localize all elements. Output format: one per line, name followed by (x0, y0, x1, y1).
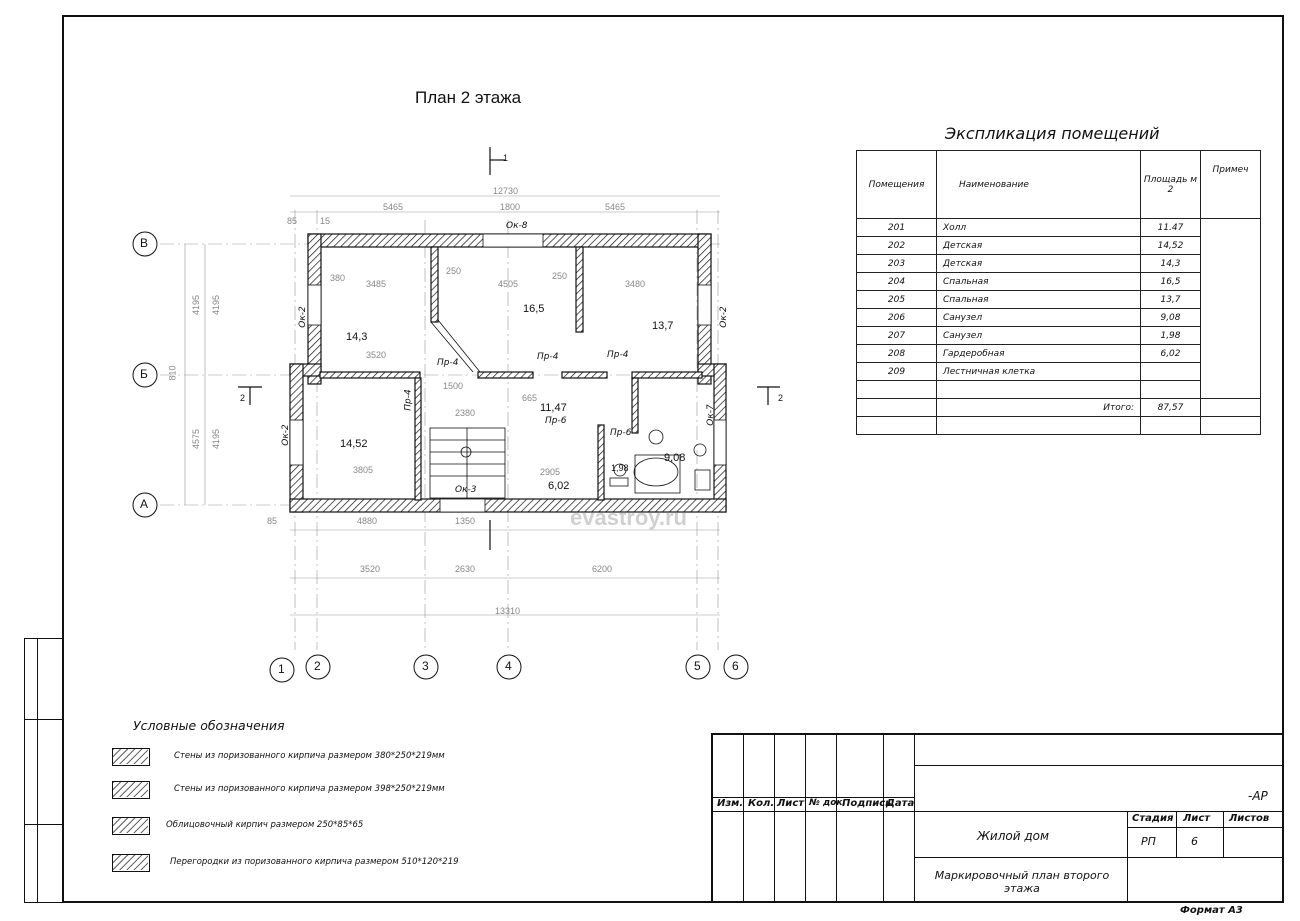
opening-label: Ок-2 (280, 424, 291, 446)
axis-label-b: Б (140, 367, 148, 381)
room-area-label: 14,52 (340, 438, 368, 450)
legend-item (112, 854, 632, 876)
axis-label-2: 2 (314, 659, 321, 673)
dim-label: 5465 (605, 202, 626, 212)
table-row (857, 219, 1261, 237)
stamp-col-izm: Изм. (717, 798, 744, 809)
dim-label: 3485 (366, 279, 387, 289)
room-number: 205 (857, 291, 937, 309)
explication-title: Экспликация помещений (945, 124, 1160, 143)
plan-title: План 2 этажа (415, 88, 522, 107)
total-row (857, 399, 1261, 417)
dim-label: 4880 (357, 516, 378, 526)
opening-label: Пр-6 (610, 428, 632, 438)
room-number: 203 (857, 255, 937, 273)
stamp-code: -АР (1248, 789, 1268, 803)
room-area-label: 16,5 (523, 303, 545, 315)
dim-label: 85 (287, 216, 298, 226)
room-name: Санузел (937, 327, 1141, 345)
dim-label: 4505 (498, 279, 519, 289)
room-area: 1,98 (1141, 327, 1201, 345)
room-area-label: 9,08 (664, 452, 686, 464)
dim-label: 1500 (443, 381, 464, 391)
column-header: Наименование (937, 151, 1141, 219)
section-mark-left: 2 (240, 393, 246, 403)
room-name: Холл (937, 219, 1141, 237)
axis-label-5: 5 (694, 659, 701, 673)
room-note (1201, 219, 1261, 399)
dim-label: 3520 (360, 564, 381, 574)
opening-label: Ок-3 (455, 485, 477, 495)
opening-label: Ок-7 (705, 404, 716, 426)
table-row (857, 291, 1261, 309)
room-number: 208 (857, 345, 937, 363)
room-area-label: 14,3 (346, 331, 368, 343)
dim-label: 4195 (211, 294, 222, 316)
stamp-stage: РП (1141, 835, 1156, 848)
dim-label: 12730 (493, 186, 519, 196)
dim-label: 2380 (455, 408, 476, 418)
room-name: Спальная (937, 291, 1141, 309)
room-number: 209 (857, 363, 937, 381)
dim-label: 4195 (211, 428, 222, 450)
dim-label: 1350 (455, 516, 476, 526)
room-number: 201 (857, 219, 937, 237)
stamp-sheet: 6 (1191, 835, 1198, 848)
dim-label: 665 (522, 393, 538, 403)
table-row (857, 345, 1261, 363)
room-area: 14,3 (1141, 255, 1201, 273)
title-block (711, 733, 1284, 903)
table-row (857, 237, 1261, 255)
dim-label: 810 (167, 365, 178, 381)
dim-label: 5465 (383, 202, 404, 212)
dim-label: 4195 (191, 294, 202, 316)
dim-label: 85 (267, 516, 278, 526)
dim-label: 3805 (353, 465, 374, 475)
room-area-label: 1,98 (611, 463, 629, 473)
room-area (1141, 363, 1201, 381)
table-row (857, 363, 1261, 381)
table-row (857, 381, 1261, 399)
hatch-swatch (112, 781, 150, 799)
legend-label: Облицовочный кирпич размером 250*85*65 (166, 820, 364, 830)
legend-title: Условные обозначения (133, 718, 285, 733)
dim-label: 380 (330, 273, 346, 283)
room-name: Санузел (937, 309, 1141, 327)
dim-label: 2905 (540, 467, 561, 477)
axis-label-v: В (140, 236, 149, 250)
hatch-swatch (112, 854, 150, 872)
watermark: evastroy.ru (570, 505, 687, 530)
room-area-label: 6,02 (548, 480, 570, 492)
stamp-project: Жилой дом (977, 829, 1050, 843)
table-row (857, 273, 1261, 291)
legend-item (112, 748, 632, 770)
opening-label: Ок-2 (297, 306, 308, 328)
explication-table (856, 150, 1261, 435)
opening-label: Пр-4 (437, 358, 459, 368)
legend-item (112, 781, 632, 803)
room-area: 11.47 (1141, 219, 1201, 237)
dim-label: 1800 (500, 202, 521, 212)
dim-label: 13310 (495, 606, 521, 616)
room-name: Детская (937, 255, 1141, 273)
axis-label-a: А (140, 497, 149, 511)
section-mark-right: 2 (778, 393, 784, 403)
column-header: Помещения (857, 151, 937, 219)
hatch-swatch (112, 748, 150, 766)
room-number: 204 (857, 273, 937, 291)
hatch-swatch (112, 817, 150, 835)
stamp-col-sign: Подпись (842, 798, 892, 809)
dim-label: 250 (552, 271, 568, 281)
stamp-col-list: Лист (777, 798, 805, 809)
axis-label-3: 3 (422, 659, 429, 673)
legend-item (112, 817, 632, 839)
column-header: Площадь м 2 (1141, 151, 1201, 219)
dim-label: 4575 (191, 428, 202, 450)
stamp-col-kol: Кол. (748, 798, 775, 809)
format-label: Формат А3 (1180, 905, 1243, 916)
room-area: 9,08 (1141, 309, 1201, 327)
room-number: 206 (857, 309, 937, 327)
room-number: 202 (857, 237, 937, 255)
section-mark-top: 1 (503, 153, 509, 163)
axis-label-4: 4 (505, 659, 512, 673)
column-header: Примеч (1201, 151, 1261, 219)
total-label: Итого: (937, 399, 1141, 417)
room-area-label: 11,47 (540, 402, 567, 414)
stamp-col-doc: № док. (809, 798, 846, 808)
room-name: Лестничная клетка (937, 363, 1141, 381)
table-row (857, 309, 1261, 327)
dim-label: 2630 (455, 564, 476, 574)
room-name: Детская (937, 237, 1141, 255)
room-name: Гардеробная (937, 345, 1141, 363)
dim-label: 3520 (366, 350, 387, 360)
stamp-sheets-label: Листов (1229, 813, 1270, 824)
room-area: 14,52 (1141, 237, 1201, 255)
stamp-stage-label: Стадия (1132, 813, 1174, 824)
stamp-sheet-title: Маркировочный план второго этажа (934, 869, 1110, 895)
dim-label: 15 (320, 216, 331, 226)
dim-label: 250 (446, 266, 462, 276)
room-area: 13,7 (1141, 291, 1201, 309)
table-row (857, 255, 1261, 273)
room-name: Спальная (937, 273, 1141, 291)
legend-label: Стены из поризованного кирпича размером 398*250*219мм (174, 784, 445, 794)
stamp-col-date: Дата (886, 798, 915, 809)
opening-label: Пр-6 (545, 416, 567, 426)
room-area: 16,5 (1141, 273, 1201, 291)
table-row (857, 327, 1261, 345)
opening-label: Ок-8 (506, 221, 528, 231)
legend-label: Перегородки из поризованного кирпича размером 510*120*219 (170, 857, 459, 867)
total-value: 87,57 (1141, 399, 1201, 417)
opening-label: Пр-4 (403, 389, 414, 411)
stamp-sheet-label: Лист (1183, 813, 1211, 824)
room-area-label: 13,7 (652, 320, 674, 332)
legend-label: Стены из поризованного кирпича размером 380*250*219мм (174, 751, 445, 761)
table-header-row (857, 151, 1261, 219)
opening-label: Ок-2 (718, 306, 729, 328)
dim-label: 6200 (592, 564, 613, 574)
axis-label-1: 1 (278, 662, 285, 676)
opening-label: Пр-4 (537, 352, 559, 362)
dim-label: 3480 (625, 279, 646, 289)
opening-label: Пр-4 (607, 350, 629, 360)
room-number: 207 (857, 327, 937, 345)
room-area: 6,02 (1141, 345, 1201, 363)
axis-label-6: 6 (732, 659, 739, 673)
